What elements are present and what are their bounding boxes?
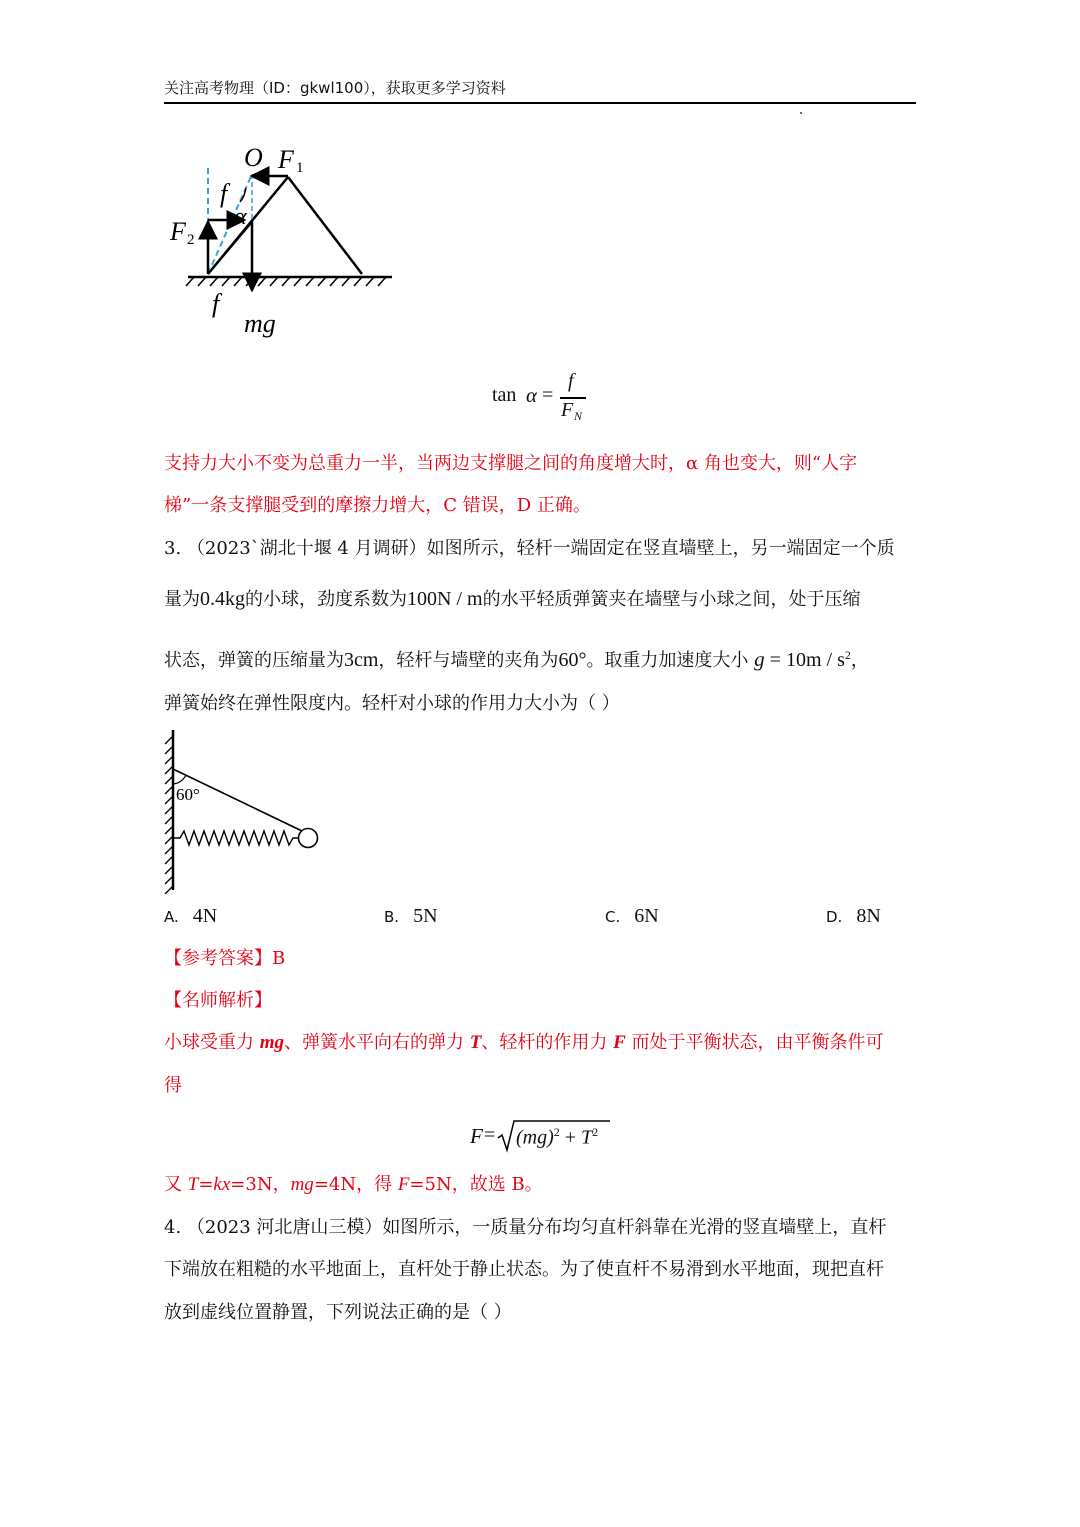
decorative-dot [800,112,802,114]
reference-answer [164,947,285,971]
label-F1-sub: 1 [296,160,304,176]
label-F2-sub: 2 [187,232,195,248]
option-a[interactable]: A. 4N [164,905,218,927]
label-f-bottom: f [212,289,220,318]
answer-value: B [272,948,286,969]
question-4-line-3: 放到虚线位置静置，下列说法正确的是（ ） [164,1302,512,1323]
question-3-line-1: 3. （2023`湖北十堰 4 月调研）如图所示，轻杆一端固定在竖直墙壁上，另一端固定一个质 [164,538,895,559]
question-4-line-1: 4. （2023 河北唐山三模）如图所示，一质量分布均匀直杆斜靠在光滑的竖直墙壁上，直杆 [164,1217,887,1238]
question-4-line-2: 下端放在粗糙的水平地面上，直杆处于静止状态。为了使直杆不易滑到水平地面，现把直杆 [164,1259,884,1280]
answer-label: 【参考答案】 [164,948,272,969]
label-O: O [244,143,263,172]
label-alpha: α [234,204,247,230]
explanation-1-line-2: 梯”一条支撑腿受到的摩擦力增大，C 错误，D 正确。 [164,495,591,516]
formula-numerator: f [568,370,574,392]
label-F1: F [278,145,294,174]
formula-equals: = [542,384,554,406]
label-F2: F [170,217,186,246]
analysis-label: 【名师解析】 [164,990,272,1011]
spring [173,831,298,845]
question-3-line-2: 量为0.4kg的小球，劲度系数为100N / m的水平轻质弹簧夹在墙壁与小球之间，处于压缩 [164,588,861,610]
option-b[interactable]: B. 5N [384,905,438,927]
label-f-top: f [220,179,228,208]
formula-denominator: F [561,399,574,421]
explanation-3-line-3: 又 T=kx=3N，mg=4N，得 F=5N，故选 B。 [164,1174,543,1195]
formula2-eq: = [484,1124,496,1146]
formula-alpha: α [526,383,538,407]
formula-denominator-sub: N [574,409,583,423]
ball [299,829,318,848]
ladder-right-leg [288,177,362,274]
ground-hatch [186,277,386,286]
explanation-1-line-1: 支持力大小不变为总重力一半，当两边支撑腿之间的角度增大时，α 角也变大，则“人字 [164,453,858,474]
angle-arc [240,188,246,202]
option-c[interactable]: C. 6N [605,905,659,927]
formula2-inner: $(mg)^2 + T^2$ [516,1125,599,1149]
label-mg: mg [244,309,276,338]
force-diagram-ladder [160,140,410,345]
option-d[interactable]: D. 8N [826,905,881,927]
question-3-line-3: 状态，弹簧的压缩量为3cm，轻杆与墙壁的夹角为60°。取重力加速度大小 $g = 10m / s^2$， [164,647,869,671]
page-header: 关注高考物理（ID：gkwl100），获取更多学习资料 [164,78,916,104]
formula-tan: tan [492,384,517,406]
wall-rod-spring-diagram [160,728,330,898]
angle-60-arc [173,775,186,784]
angle-60-label: 60° [176,785,200,804]
formula-tan-alpha [490,372,610,432]
formula2-F: F [470,1124,483,1148]
explanation-3-line-1: 小球受重力 mg、弹簧水平向右的弹力 T、轻杆的作用力 F 而处于平衡状态，由平衡条件可 [164,1032,884,1053]
question-3-line-4: 弹簧始终在弹性限度内。轻杆对小球的作用力大小为（ ） [164,693,620,714]
formula-resultant-force [470,1118,620,1158]
explanation-3-line-2: 得 [164,1075,182,1096]
